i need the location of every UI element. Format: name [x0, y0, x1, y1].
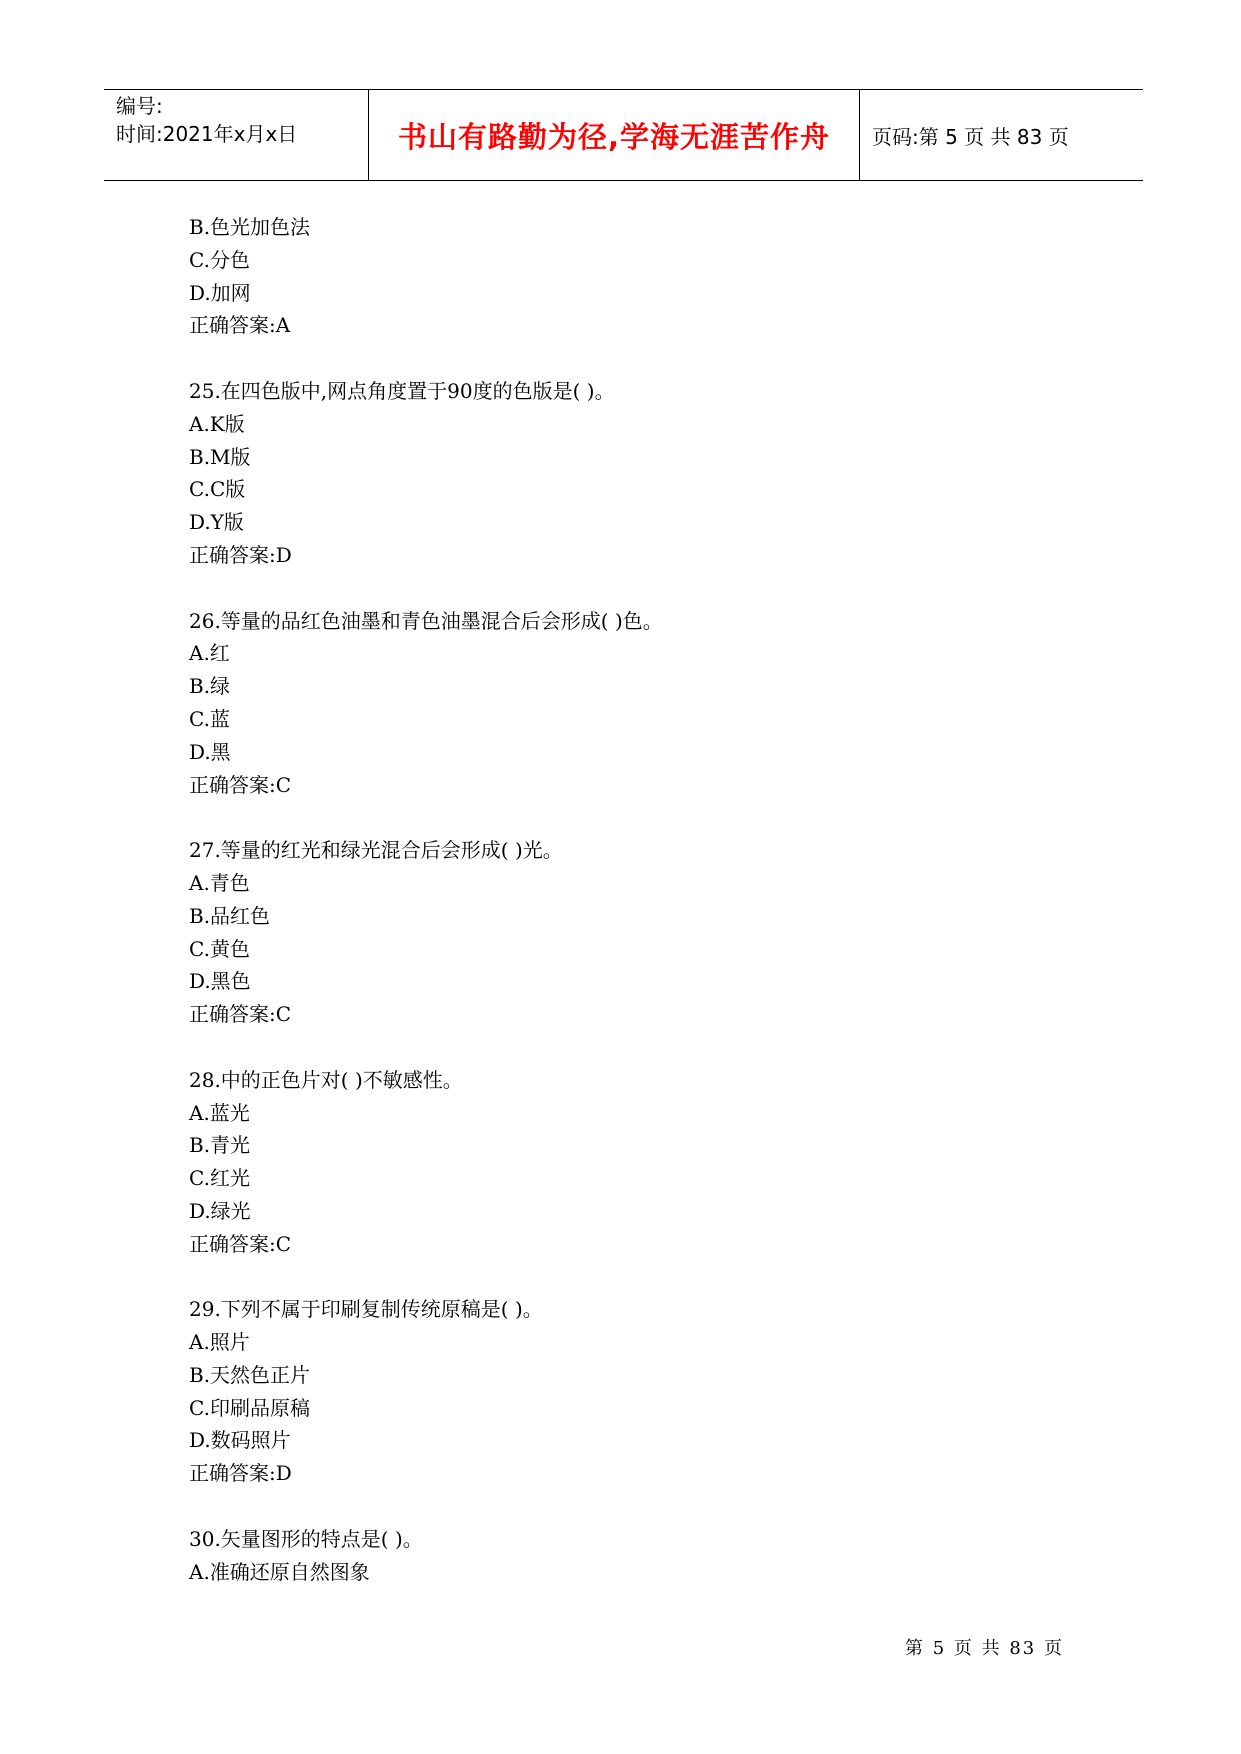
blank-line: [189, 1031, 1089, 1064]
option-line: B.品红色: [189, 903, 271, 928]
option-line: B.绿: [189, 674, 231, 699]
option-line: C.蓝: [189, 706, 230, 731]
option-line: A.照片: [189, 1330, 250, 1355]
option-line: D.数码照片: [189, 1428, 291, 1453]
question-text: 27.等量的红光和绿光混合后会形成( )光。: [189, 838, 563, 863]
blank-line: [189, 801, 1089, 834]
answer-line: 正确答案:C: [189, 1231, 292, 1256]
option-line: C.黄色: [189, 936, 250, 961]
option-line: D.黑: [189, 739, 231, 764]
option-line: C.分色: [189, 247, 250, 272]
question-text: 26.等量的品红色油墨和青色油墨混合后会形成( )色。: [189, 608, 663, 633]
option-line: D.绿光: [189, 1198, 251, 1223]
question-list: [189, 211, 1089, 1588]
page-footer: 第 5 页 共 83 页: [905, 1638, 1064, 1659]
question-text: 28.中的正色片对( )不敏感性。: [189, 1067, 463, 1092]
option-line: C.红光: [189, 1166, 250, 1191]
blank-line: [189, 1490, 1089, 1523]
time-label: 时间:2021年x月x日: [116, 122, 298, 146]
option-line: B.天然色正片: [189, 1362, 311, 1387]
option-line: A.红: [189, 641, 230, 666]
option-line: C.印刷品原稿: [189, 1395, 310, 1420]
answer-line: 正确答案:C: [189, 772, 292, 797]
option-line: A.准确还原自然图象: [189, 1559, 370, 1584]
page-header: [104, 89, 1143, 181]
answer-line: 正确答案:A: [189, 313, 291, 338]
header-motto: 书山有路勤为径,学海无涯苦作舟: [397, 119, 831, 154]
question-text: 25.在四色版中,网点角度置于90度的色版是( )。: [189, 378, 615, 403]
option-line: C.C版: [189, 477, 246, 502]
blank-line: [189, 342, 1089, 375]
answer-line: 正确答案:D: [189, 1461, 292, 1486]
option-line: B.M版: [189, 444, 251, 469]
option-line: D.Y版: [189, 510, 244, 535]
option-line: B.青光: [189, 1133, 251, 1158]
question-text: 29.下列不属于印刷复制传统原稿是( )。: [189, 1297, 543, 1322]
option-line: B.色光加色法: [189, 215, 311, 239]
option-line: D.黑色: [189, 969, 251, 994]
serial-number-label: 编号:: [116, 94, 163, 118]
header-meta: [116, 92, 366, 148]
answer-line: 正确答案:D: [189, 542, 292, 567]
answer-line: 正确答案:C: [189, 1002, 292, 1027]
option-line: A.蓝光: [189, 1100, 250, 1125]
blank-line: [189, 572, 1089, 605]
question-text: 30.矢量图形的特点是( )。: [189, 1526, 423, 1551]
header-divider: [859, 90, 860, 181]
header-divider: [368, 90, 369, 181]
option-line: D.加网: [189, 280, 251, 305]
option-line: A.青色: [189, 870, 250, 895]
option-line: A.K版: [189, 411, 245, 436]
header-page-info: 页码:第 5 页 共 83 页: [872, 124, 1069, 149]
blank-line: [189, 1261, 1089, 1294]
